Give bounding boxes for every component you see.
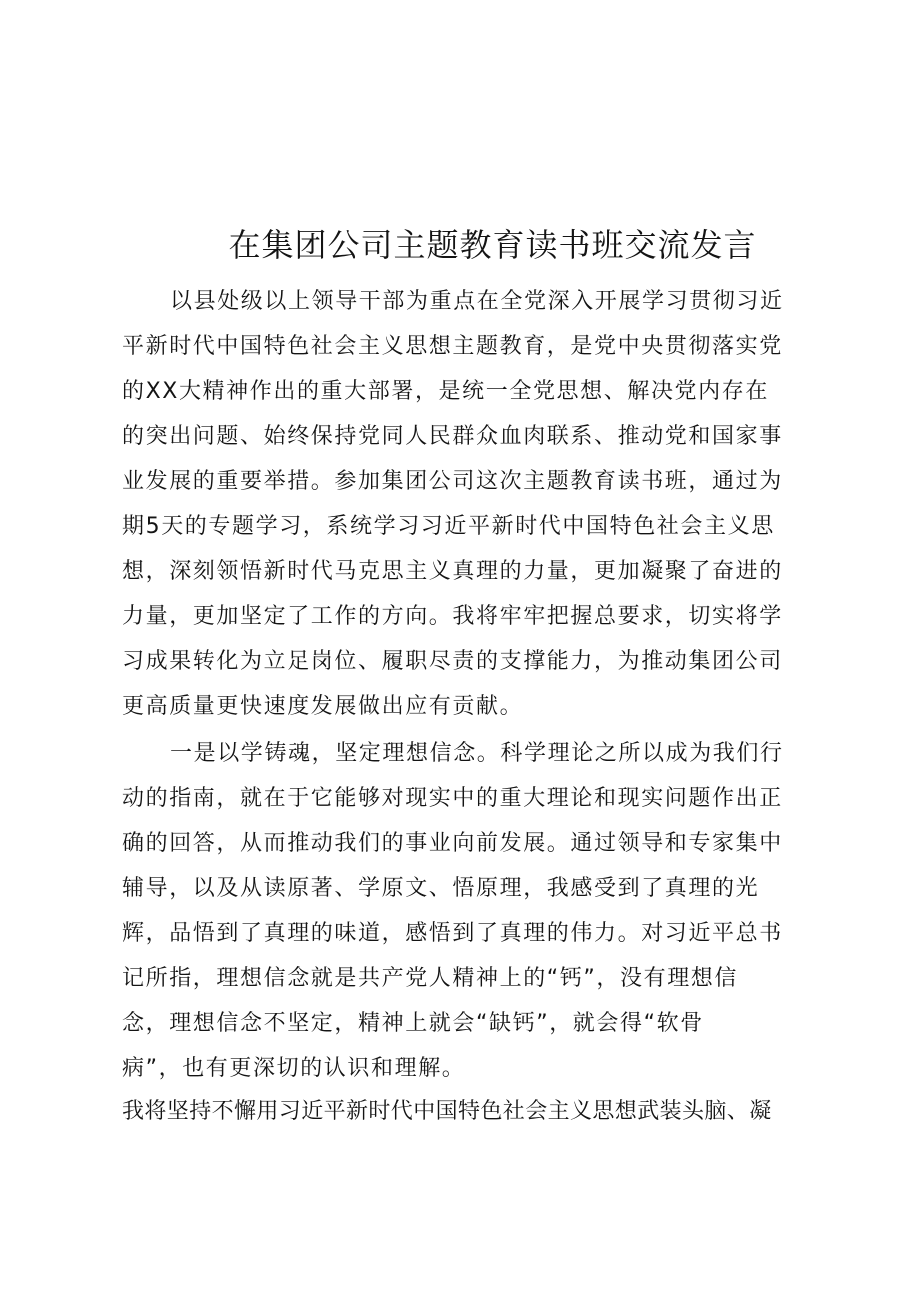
text-line: 辅导，以及从读原著、学原文、悟原理，我感受到了真理的光 bbox=[122, 876, 760, 901]
text-line: 的XX大精神作出的重大部署，是统一全党思想、解决党内存在 bbox=[122, 379, 769, 404]
text-line: 想，深刻领悟新时代马克思主义真理的力量，更加凝聚了奋进的 bbox=[122, 559, 783, 584]
text-line: 一是以学铸魂，坚定理想信念。科学理论之所以成为我们行 bbox=[170, 741, 784, 766]
text-line: 更高质量更快速度发展做出应有贡献。 bbox=[122, 694, 524, 719]
text-line: 辉，品悟到了真理的味道，感悟到了真理的伟力。对习近平总书 bbox=[122, 921, 783, 946]
text-line: 记所指，理想信念就是共产党人精神上的“钙”，没有理想信 bbox=[122, 966, 738, 991]
text-line: 习成果转化为立足岗位、履职尽责的支撑能力，为推动集团公司 bbox=[122, 649, 783, 674]
text-line: 的突出问题、始终保持党同人民群众血肉联系、推动党和国家事 bbox=[122, 424, 783, 449]
text-line: 期5天的专题学习，系统学习习近平新时代中国特色社会主义思 bbox=[122, 514, 775, 539]
text-line: 动的指南，就在于它能够对现实中的重大理论和现实问题作出正 bbox=[122, 786, 783, 811]
text-line: 平新时代中国特色社会主义思想主题教育，是党中央贯彻落实党 bbox=[122, 334, 783, 359]
text-line: 我将坚持不懈用习近平新时代中国特色社会主义思想武装头脑、凝 bbox=[122, 1099, 772, 1124]
text-line: 病”，也有更深切的认识和理解。 bbox=[122, 1056, 466, 1081]
text-line: 以县处级以上领导干部为重点在全党深入开展学习贯彻习近 bbox=[170, 289, 784, 314]
text-line: 力量，更加坚定了工作的方向。我将牢牢把握总要求，切实将学 bbox=[122, 604, 783, 629]
text-line: 念，理想信念不坚定，精神上就会“缺钙”，就会得“软骨 bbox=[122, 1011, 704, 1036]
text-line: 确的回答，从而推动我们的事业向前发展。通过领导和专家集中 bbox=[122, 831, 783, 856]
text-line: 业发展的重要举措。参加集团公司这次主题教育读书班，通过为 bbox=[122, 469, 783, 494]
document-title: 在集团公司主题教育读书班交流发言 bbox=[228, 226, 757, 265]
